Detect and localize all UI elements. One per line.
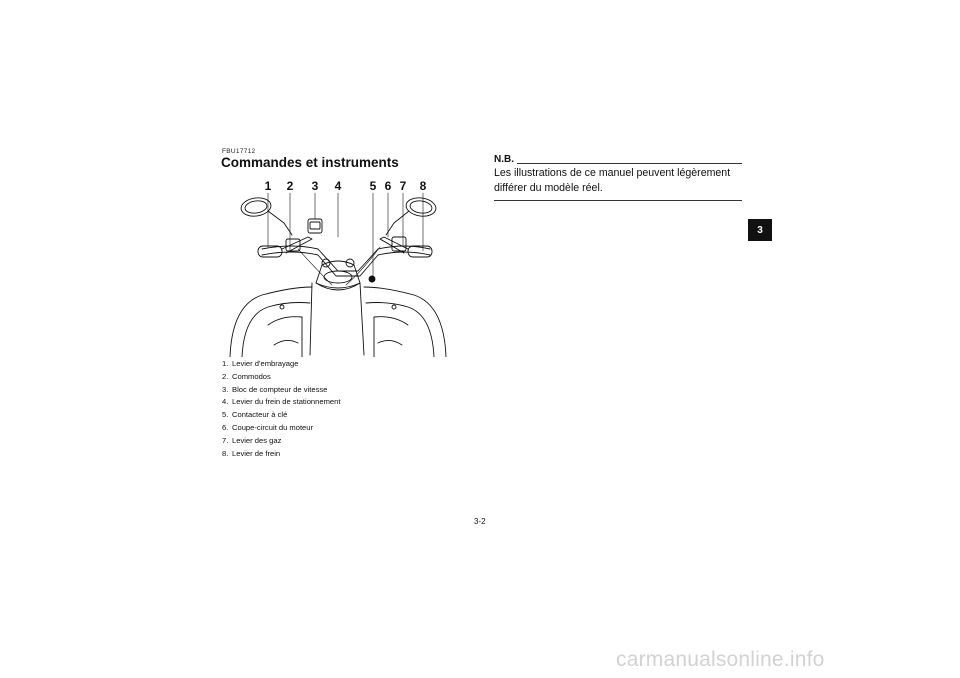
- caption-number: 6.: [222, 422, 229, 432]
- caption-item: [222, 409, 341, 422]
- caption-number: 4.: [222, 397, 229, 407]
- callout-8: 8: [419, 179, 427, 193]
- callout-5: 5: [369, 179, 377, 193]
- caption-number: 8.: [222, 448, 229, 458]
- caption-text: Bloc de compteur de vitesse: [232, 384, 328, 394]
- callout-4: 4: [334, 179, 342, 193]
- callout-1: 1: [264, 179, 272, 193]
- caption-item: [222, 371, 341, 384]
- caption-number: 5.: [222, 410, 229, 420]
- callout-7: 7: [399, 179, 407, 193]
- caption-text: Levier de frein: [232, 448, 281, 458]
- caption-text: Levier du frein de stationnement: [232, 397, 341, 407]
- caption-text: Levier des gaz: [232, 435, 282, 445]
- note-top-rule: [517, 163, 742, 164]
- page-number: 3-2: [474, 517, 486, 526]
- caption-item: [222, 422, 341, 435]
- controls-illustration: [222, 175, 454, 357]
- note-bottom-rule: [494, 200, 742, 201]
- note-text: Les illustrations de ce manuel peuvent légèrement différer du modèle réel.: [494, 167, 731, 194]
- caption-item: [222, 448, 341, 461]
- caption-text: Commodos: [232, 371, 271, 381]
- caption-number: 3.: [222, 384, 229, 394]
- caption-text: Contacteur à clé: [232, 410, 288, 420]
- caption-item: [222, 358, 341, 371]
- document-code: FBU17712: [222, 148, 256, 155]
- chapter-tab: 3: [748, 219, 772, 241]
- section-heading: Commandes et instruments: [221, 155, 399, 170]
- callout-2: 2: [286, 179, 294, 193]
- caption-item: [222, 435, 341, 448]
- note-label: N.B.: [494, 154, 514, 165]
- caption-item: [222, 396, 341, 409]
- caption-number: 7.: [222, 435, 229, 445]
- callout-3: 3: [311, 179, 319, 193]
- caption-text: Coupe-circuit du moteur: [232, 422, 314, 432]
- caption-item: [222, 384, 341, 397]
- caption-list: [222, 358, 341, 460]
- callout-6: 6: [384, 179, 392, 193]
- caption-text: Levier d'embrayage: [232, 359, 299, 368]
- caption-number: 2.: [222, 371, 229, 381]
- caption-number: 1.: [222, 359, 229, 368]
- note-header: [494, 153, 742, 165]
- note-box: [494, 153, 742, 201]
- watermark: carmanualsonline.info: [616, 648, 825, 671]
